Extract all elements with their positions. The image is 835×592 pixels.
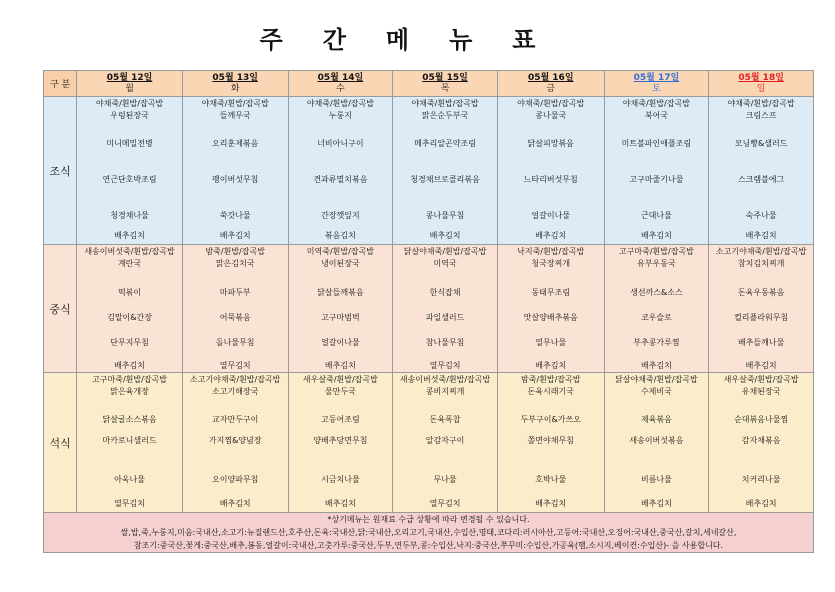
meal-label-dinner: 석식: [44, 373, 77, 513]
day-weekday: 목: [440, 83, 450, 94]
menu-cell: [182, 373, 288, 513]
menu-item: 닭살들깨볶음: [317, 288, 364, 297]
menu-item: 닭살굴소스볶음: [102, 415, 157, 424]
menu-item: 볶음김치: [324, 231, 356, 240]
menu-item: 낙지죽/흰밥/잡곡밥: [517, 247, 585, 256]
menu-item: 쫄면야채무침: [527, 436, 574, 445]
menu-item: 야채죽/흰밥/잡곡밥: [727, 99, 795, 108]
menu-item: 배추김치: [114, 361, 145, 370]
menu-item: 김말이&간장: [107, 313, 152, 322]
menu-cell: [288, 373, 393, 513]
menu-item: 닭살야채죽/흰밥/잡곡밥: [403, 247, 487, 256]
menu-item: 돈육우동볶음: [737, 288, 785, 297]
menu-item: 마파두부: [219, 288, 251, 297]
menu-cell: [497, 97, 604, 245]
menu-item: 미니메밀전병: [106, 139, 153, 148]
menu-item: 오이양파무침: [212, 475, 259, 484]
day-header-wed: [288, 71, 393, 97]
menu-item: 유채된장국: [741, 387, 781, 396]
menu-item: 컬리플라워무침: [734, 313, 789, 322]
menu-cell: [709, 97, 814, 245]
menu-item: 야채죽/흰밥/잡곡밥: [622, 99, 691, 108]
menu-item: 고구마죽/흰밥/잡곡밥: [618, 247, 694, 256]
menu-item: 감자채볶음: [741, 436, 781, 445]
menu-item: 간장깻잎지: [321, 211, 360, 220]
menu-item: 누룽지: [328, 111, 352, 120]
menu-cell: [604, 373, 709, 513]
menu-item: 맑은순두부국: [421, 111, 469, 120]
menu-item: 들깨무국: [219, 111, 251, 120]
menu-item: 과일샐러드: [425, 313, 465, 322]
menu-cell: [497, 373, 604, 513]
day-weekday: 월: [125, 83, 134, 94]
menu-item: 새송이버섯죽/흰밥/잡곡밥: [84, 247, 175, 256]
day-header-thu: [393, 71, 498, 97]
menu-cell: [182, 245, 288, 373]
menu-item: 시금치나물: [321, 475, 360, 484]
footnote-line-2: 쌀,밥,죽,누룽지,미음:국내산,소고기:뉴질랜드산,호주산,돈육:국내산,닭:국내산,오리고기,국내산,수입산,명태,코다리:러시아산,고등어:국내산,오징어:국내산,중국산,갈치,세네갈산,: [120, 528, 737, 537]
menu-item: 팽이버섯무침: [212, 175, 259, 184]
menu-item: 새우살죽/흰밥/잡곡밥: [302, 375, 378, 384]
menu-cell: [77, 373, 183, 513]
menu-item: 야채죽/흰밥/잡곡밥: [95, 99, 164, 108]
day-date: 05월 12일: [106, 72, 153, 83]
menu-item: 가지찜&양념장: [208, 436, 262, 445]
menu-item: 열무김치: [114, 499, 145, 508]
day-header-fri: [497, 71, 604, 97]
header-row: [44, 71, 814, 97]
menu-item: 알감자구이: [425, 436, 465, 445]
menu-item: 숙주나물: [745, 211, 777, 220]
menu-item: 마카로니샐러드: [102, 436, 157, 445]
menu-item: 동태무조림: [531, 288, 571, 297]
menu-cell: [393, 245, 498, 373]
menu-item: 교자만두구이: [212, 415, 259, 424]
menu-item: 배추김치: [640, 231, 672, 240]
menu-item: 배추김치: [219, 499, 251, 508]
day-weekday: 화: [230, 83, 240, 94]
menu-item: 콩나물무침: [425, 211, 465, 220]
menu-item: 양배추당면무침: [313, 436, 368, 445]
menu-item: 밤죽/흰밥/잡곡밥: [520, 375, 581, 384]
menu-item: 생선까스&소스: [630, 288, 683, 297]
menu-item: 청국장찌개: [531, 259, 571, 268]
footnote-line-3: 참조기:중국산,꽃게:중국산,배추,봄동,얼갈이:국내산,고춧가루:중국산,두부,연두부,콩:수입산,낙지:중국산,쭈꾸미:수입산,가공육(햄,소시지,베이컨:수입산)- 을 사용합니다.: [133, 541, 724, 550]
menu-item: 배추김치: [324, 361, 356, 370]
menu-cell: [393, 373, 498, 513]
menu-item: 호박나물: [535, 475, 567, 484]
footnote: [44, 513, 814, 553]
menu-item: 유부우동국: [637, 259, 676, 268]
gubun-header: 구 분: [44, 71, 77, 97]
menu-cell: [709, 245, 814, 373]
weekly-menu-table: [43, 70, 814, 553]
menu-cell: [709, 373, 814, 513]
menu-item: 소고기해장국: [212, 387, 259, 396]
menu-cell: [604, 245, 709, 373]
menu-item: 새송이버섯죽/흰밥/잡곡밥: [399, 375, 491, 384]
day-header-tue: [182, 71, 288, 97]
menu-cell: [77, 97, 183, 245]
day-header-sun: [709, 71, 814, 97]
menu-item: 미역죽/흰밥/잡곡밥: [306, 247, 374, 256]
menu-item: 배추김치: [219, 231, 251, 240]
day-weekday: 수: [336, 83, 345, 94]
day-date: 05월 17일: [633, 72, 680, 83]
day-weekday: 금: [546, 83, 556, 94]
menu-item: 소고기야채죽/흰밥/잡곡밥: [190, 375, 281, 384]
menu-item: 단무지무침: [110, 338, 149, 347]
menu-item: 돌나물무침: [215, 338, 255, 347]
menu-item: 배추김치: [535, 231, 567, 240]
menu-item: 배추김치: [745, 361, 777, 370]
menu-cell: [288, 245, 393, 373]
menu-item: 야채죽/흰밥/잡곡밥: [306, 99, 374, 108]
menu-item: 밤죽/흰밥/잡곡밥: [205, 247, 265, 256]
menu-item: 크림스프: [745, 111, 777, 120]
menu-item: 고등어조림: [321, 415, 360, 424]
menu-item: 배추김치: [535, 361, 567, 370]
menu-cell: [182, 97, 288, 245]
menu-item: 치커리나물: [741, 475, 781, 484]
day-date: 05월 18일: [738, 72, 784, 83]
menu-item: 메추리알곤약조림: [414, 139, 476, 148]
menu-item: 순대볶음나물찜: [734, 415, 789, 424]
menu-item: 배추김치: [535, 499, 567, 508]
menu-item: 청경채브로콜리볶음: [410, 175, 480, 184]
footnote-line-1: *상기메뉴는 원재료 수급 상황에 따라 변경될 수 있습니다.: [327, 515, 530, 524]
lunch-row: [44, 245, 814, 373]
menu-item: 열무김치: [219, 361, 251, 370]
menu-item: 고구마죽/흰밥/잡곡밥: [92, 375, 168, 384]
menu-item: 견과류멸치볶음: [313, 175, 368, 184]
menu-item: 배추들깨나물: [737, 338, 785, 347]
menu-cell: [497, 245, 604, 373]
menu-item: 배추김치: [324, 499, 356, 508]
menu-item: 냉이된장국: [321, 259, 360, 268]
day-date: 05월 14일: [317, 72, 364, 83]
menu-item: 근대나물: [640, 211, 672, 220]
menu-item: 물만두국: [324, 387, 356, 396]
menu-item: 모닝빵&샐러드: [734, 139, 788, 148]
meal-label-lunch: 중식: [44, 245, 77, 373]
day-weekday: 토: [652, 83, 661, 94]
menu-item: 배추김치: [745, 499, 777, 508]
page-title: 주간메뉴표: [259, 26, 576, 54]
menu-item: 미트볼파인애플조림: [621, 139, 692, 148]
menu-item: 떡볶이: [117, 288, 142, 297]
menu-item: 야채죽/흰밥/잡곡밥: [517, 99, 585, 108]
menu-item: 미역국: [433, 259, 457, 268]
menu-item: 돈육폭찹: [429, 415, 461, 424]
menu-item: 배추김치: [745, 231, 777, 240]
menu-item: 한식잡채: [429, 288, 461, 297]
menu-item: 참치김치찌개: [737, 259, 785, 268]
day-date: 05월 15일: [422, 72, 468, 83]
menu-item: 배추김치: [429, 231, 461, 240]
menu-item: 얼갈이나물: [531, 211, 571, 220]
menu-item: 맛살양배추볶음: [523, 313, 578, 322]
menu-item: 배추김치: [114, 231, 145, 240]
menu-item: 참나물무침: [425, 338, 465, 347]
menu-item: 오리훈제볶음: [212, 139, 259, 148]
menu-item: 닭살피망볶음: [527, 139, 574, 148]
menu-item: 두부구이&가쓰오: [520, 415, 581, 424]
day-header-mon: [77, 71, 183, 97]
menu-item: 돈육시래기국: [527, 387, 574, 396]
menu-item: 아욱나물: [114, 475, 145, 484]
menu-item: 무나물: [433, 475, 457, 484]
menu-item: 열무나물: [535, 338, 567, 347]
notes-row: [44, 513, 814, 553]
menu-item: 새송이버섯볶음: [629, 436, 684, 445]
day-weekday: 일: [756, 83, 766, 94]
menu-item: 콩나물국: [535, 111, 567, 120]
menu-item: 열무김치: [429, 499, 461, 508]
menu-item: 야채죽/흰밥/잡곡밥: [201, 99, 269, 108]
menu-item: 맑은김치국: [215, 259, 255, 268]
menu-item: 연근단호박조림: [102, 175, 157, 184]
menu-item: 야채죽/흰밥/잡곡밥: [411, 99, 479, 108]
menu-item: 수제비국: [640, 387, 672, 396]
menu-cell: [604, 97, 709, 245]
menu-item: 열무김치: [429, 361, 461, 370]
menu-item: 고구마범벅: [321, 313, 360, 322]
day-date: 05월 13일: [212, 72, 258, 83]
menu-item: 쑥갓나물: [219, 211, 251, 220]
menu-item: 계란국: [117, 259, 142, 268]
menu-item: 너비아니구이: [317, 139, 364, 148]
menu-item: 고구마줄기나물: [629, 175, 684, 184]
menu-item: 어묵볶음: [219, 313, 251, 322]
menu-item: 스크램블에그: [737, 175, 785, 184]
menu-item: 콩비지찌개: [425, 387, 465, 396]
menu-item: 닭살야채죽/흰밥/잡곡밥: [615, 375, 698, 384]
menu-item: 새우살죽/흰밥/잡곡밥: [723, 375, 799, 384]
breakfast-row: [44, 97, 814, 245]
menu-item: 북어국: [644, 111, 668, 120]
menu-cell: [77, 245, 183, 373]
menu-item: 얼갈이나물: [321, 338, 360, 347]
menu-item: 코우슬로: [640, 313, 672, 322]
meal-label-breakfast: 조식: [44, 97, 77, 245]
menu-item: 청경채나물: [110, 211, 149, 220]
menu-item: 제육볶음: [640, 415, 672, 424]
menu-item: 맑은육개장: [110, 387, 149, 396]
menu-item: 비름나물: [640, 475, 672, 484]
menu-item: 배추김치: [640, 499, 672, 508]
menu-item: 배추김치: [640, 361, 672, 370]
menu-item: 우렁된장국: [110, 111, 149, 120]
day-date: 05월 16일: [527, 72, 574, 83]
dinner-row: [44, 373, 814, 513]
menu-item: 부추콩가루찜: [633, 338, 680, 347]
menu-cell: [288, 97, 393, 245]
menu-item: 소고기야채죽/흰밥/잡곡밥: [715, 247, 807, 256]
day-header-sat: [604, 71, 709, 97]
menu-item: 느타리버섯무침: [523, 175, 578, 184]
menu-cell: [393, 97, 498, 245]
